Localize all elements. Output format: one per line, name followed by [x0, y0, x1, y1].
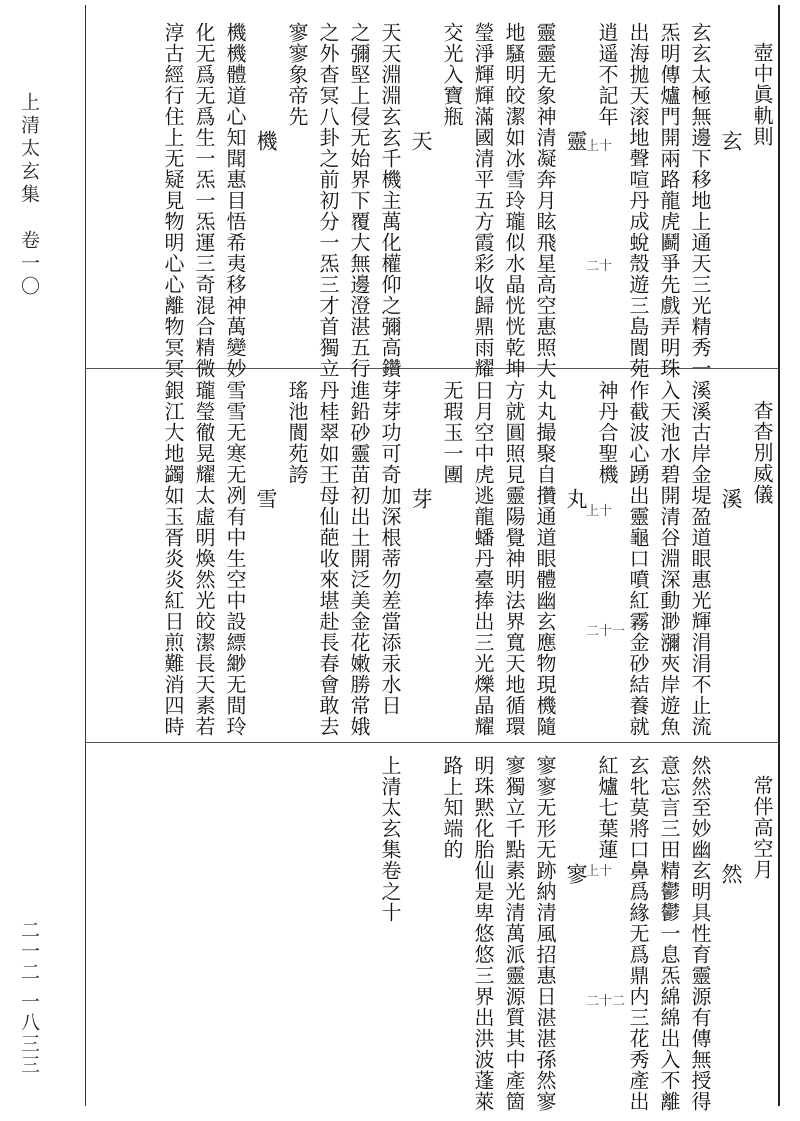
text-column: 淳古經行住上无疑見物明心心離物冥冥 — [161, 22, 185, 379]
poem-heading: 寥 — [564, 863, 588, 886]
small-note: 二十一 — [586, 624, 626, 639]
text-column: 然然至妙幽玄明具性育靈源有傳無授得 — [688, 755, 712, 1112]
text-column: 出海拋天滚地聲喧丹成蛻殼遊三島閬苑 — [626, 22, 650, 379]
text-column: 方就圓照見靈陽覺神明法界寬天地循環 — [502, 380, 526, 737]
text-column: 雪雪无寒无冽有中生空中設縹緲无間玲 — [223, 380, 247, 737]
text-column: 玄玄太極無邊下移地上通天三光精秀一 — [688, 22, 712, 379]
small-note: 二十二 — [586, 994, 626, 1009]
text-column: 芽芽功可奇加深根蒂勿差當添汞水日 — [378, 380, 402, 716]
text-column: 化无爲无爲生一炁一炁運三奇混合精微 — [192, 22, 216, 379]
text-column: 神丹合聖機 — [595, 380, 619, 485]
text-column: 瓏瑩徹晃耀太虛明煥然光皎潔長天素若 — [192, 380, 216, 737]
text-column: 常伴高空月 — [750, 775, 774, 880]
text-column: 玄牝莫將口鼻爲緣无爲鼎内三花秀產出 — [626, 755, 650, 1112]
poem-heading: 玄 — [719, 130, 743, 153]
margin-page-number: 二一二 一八三三 — [18, 920, 40, 1076]
text-column: 作截波心踴出靈龜口噴紅霧金砂結養就 — [626, 380, 650, 737]
text-column: 地騷明皎潔如冰雪玲瓏似水晶恍恍乾坤 — [502, 22, 526, 379]
text-column: 寥寥象帝先 — [285, 22, 309, 127]
small-note: 上十 — [586, 864, 613, 879]
text-column: 明珠黙化胎仙是卑悠悠三界出洪波蓬萊 — [471, 755, 495, 1112]
poem-heading: 機 — [254, 130, 278, 153]
text-column: 交光入寶瓶 — [440, 22, 464, 127]
poem-heading: 雪 — [254, 488, 278, 511]
text-column: 壺中眞軌則 — [750, 42, 774, 147]
text-column: 瑩淨輝輝滿國清平五方霞彩收歸鼎雨耀 — [471, 22, 495, 379]
text-column: 天天淵淵玄玄千機主萬化權仰之彌高鑽 — [378, 22, 402, 379]
poem-heading: 靈 — [564, 130, 588, 153]
text-column: 靈靈无象神清凝奔月眩飛星高空惠照大 — [533, 22, 557, 379]
text-column: 寥寥无形无跡納清風招惠日湛湛孫然寥 — [533, 755, 557, 1112]
text-column: 逍遥不記年 — [595, 22, 619, 127]
poem-heading: 溪 — [719, 488, 743, 511]
poem-heading: 天 — [409, 130, 433, 153]
text-column: 丸丸撮聚自攢通道眼體幽玄應物現機隨 — [533, 380, 557, 737]
small-note: 上十 — [586, 504, 613, 519]
text-column: 進鉛砂靈苗初出土開泛美金花嫩勝常娥 — [347, 380, 371, 737]
small-note: 二十 — [586, 259, 613, 274]
text-column: 瑤池閬苑誇 — [285, 380, 309, 485]
text-column: 溪溪古岸金堤盈道眼惠光輝涓涓不止流 — [688, 380, 712, 737]
text-column: 丹桂翠如王母仙葩收來堪赴長春會敢去 — [316, 380, 340, 737]
text-column: 路上知端的 — [440, 755, 464, 860]
text-block-lower — [85, 755, 777, 1112]
text-column: 紅爐七葉蓮 — [595, 755, 619, 860]
margin-book-title: 上清太玄集 卷一〇 — [18, 92, 40, 299]
section-divider — [85, 742, 779, 743]
text-column: 之外杳冥八卦之前初分一炁三才首獨立 — [316, 22, 340, 379]
small-note: 上十 — [586, 139, 613, 154]
text-column: 意忘言三田精鬱鬱一息炁綿綿出入不離 — [657, 755, 681, 1112]
text-block-upper — [85, 22, 777, 379]
text-column: 日月空中虎逃龍蟠丹臺捧出三光爍晶耀 — [471, 380, 495, 737]
text-column: 炁明傳爐門開兩路龍虎鬬爭先戲弄明珠 — [657, 22, 681, 379]
poem-heading: 丸 — [564, 488, 588, 511]
text-column: 之彌堅上侵无始界下覆大無邊澄湛五行 — [347, 22, 371, 379]
text-column: 機機體道心知聞惠目悟希夷移神萬變妙 — [223, 22, 247, 379]
text-column: 杳杳別威儀 — [750, 400, 774, 505]
text-column: 銀江大地蠲如玉胥炎炎紅日煎難消四時 — [161, 380, 185, 737]
text-column: 无瑕玉一團 — [440, 380, 464, 485]
text-block-middle — [85, 380, 777, 736]
poem-heading: 芽 — [409, 488, 433, 511]
text-column: 寥獨立千點素光清萬派靈源質其中產箇 — [502, 755, 526, 1112]
poem-heading: 然 — [719, 863, 743, 886]
text-column: 上清太玄集卷之十 — [378, 755, 402, 923]
text-column: 入天池水碧開清谷淵深動渺瀰夾岸遊魚 — [657, 380, 681, 737]
